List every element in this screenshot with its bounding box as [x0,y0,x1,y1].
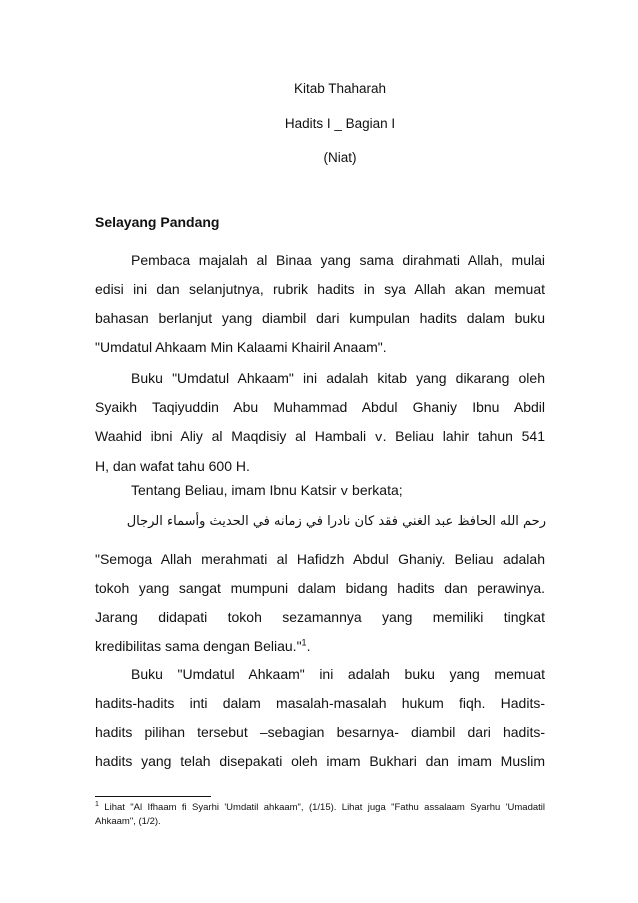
text-line: bahasan berlanjut yang diambil dari kumpulan hadits dalam buku [95,310,545,326]
text-line: "Semoga Allah merahmati al Hafidzh Abdul Ghaniy. Beliau adalah [95,551,545,567]
text-line: tokoh yang sangat mumpuni dalam bidang hadits dan perawinya. [95,580,545,596]
footnote-reference[interactable]: 1 [301,637,307,648]
text-line: H, dan wafat tahu 600 H. [95,458,250,474]
text-segment: kredibilitas sama dengan Beliau." [95,638,302,654]
text-line: Pembaca majalah al Binaa yang sama dirahmati Allah, mulai [131,252,545,268]
footnote-divider [95,796,211,797]
text-segment: Lihat "Al Ifhaam fi Syarhi 'Umdatil ahkaam", (1/15). Lihat juga "Fathu assalaam Syarhu 'Umadatil [104,802,545,813]
text-line: "Umdatul Ahkaam Min Kalaami Khairil Anaam". [95,339,387,355]
text-line: hadits yang telah disepakati oleh imam Bukhari dan imam Muslim [95,753,545,769]
text-line: hadits pilihan tersebut –sebagian besarnya- diambil dari hadits- [95,724,545,740]
text-line [95,422,545,452]
text-segment: . Beliau lahir tahun 541 [382,428,545,444]
footnote-number: 1 [95,800,99,808]
text-segment: . [306,638,311,654]
honorific-symbol: v [340,484,349,499]
arabic-quotation: رحم الله الحافظ عبد الغني فقد كان نادرا في زمانه في الحديث وأسماء الرجال [126,514,546,529]
text-line: Syaikh Taqiyuddin Abu Muhammad Abdul Ghaniy Ibnu Abdil [95,399,545,415]
text-line: hadits-hadits inti dalam masalah-masalah hukum fiqh. Hadits- [95,695,545,711]
document-title: Kitab Thaharah [293,81,387,96]
paragraph-author [95,364,545,481]
paragraph-intro [95,246,545,362]
footnote [95,801,545,829]
text-segment: berkata; [352,482,403,498]
paragraph-book-content [95,660,545,776]
text-line: edisi ini dan selanjutnya, rubrik hadits in sya Allah akan memuat [95,281,545,297]
paragraph-quote-intro [95,476,545,506]
text-line [95,632,545,661]
document-topic: (Niat) [323,150,357,165]
section-heading: Selayang Pandang [95,214,220,230]
text-segment: Waahid ibni Aliy al Maqdisiy al Hambali [95,428,367,444]
text-segment: Tentang Beliau, imam Ibnu Katsir [131,482,337,498]
honorific-symbol: v [374,430,383,445]
text-line [95,476,545,506]
text-line: Jarang didapati tokoh sezamannya yang memiliki tingkat [95,609,545,625]
footnote-line: Ahkaam", (1/2). [95,816,161,827]
document-subtitle: Hadits I _ Bagian I [284,116,396,131]
footnote-line [95,801,545,815]
text-line: Buku "Umdatul Ahkaam" ini adalah buku yang memuat [131,666,545,682]
text-line: Buku "Umdatul Ahkaam" ini adalah kitab yang dikarang oleh [131,370,545,386]
paragraph-translation [95,545,545,661]
